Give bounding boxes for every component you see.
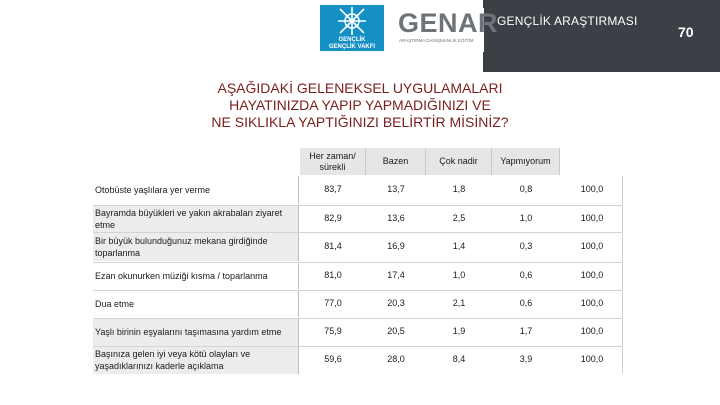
row-divider	[93, 205, 623, 206]
row-divider	[93, 318, 623, 319]
table-cell: 100,0	[580, 298, 604, 308]
column-header-sometimes: Bazen	[366, 148, 426, 175]
question-line: AŞAĞIDAKİ GELENEKSEL UYGULAMALARI	[217, 80, 503, 96]
table-cell: 100,0	[580, 326, 604, 336]
table-cell: 8,4	[452, 354, 466, 364]
table-cell: 81,4	[324, 241, 342, 251]
table-cell: 2,1	[452, 298, 466, 308]
table-cell: 13,7	[387, 184, 405, 194]
genar-logo-tagline: ARAŞTIRMA DANIŞMANLIK EĞİTİM	[399, 38, 474, 43]
foundation-logo-mark-icon	[320, 5, 384, 37]
table-cell: 100,0	[580, 213, 604, 223]
row-divider	[93, 262, 623, 263]
table-cell: 1,0	[452, 270, 466, 280]
table-cell: 20,5	[387, 326, 405, 336]
table-cell: 1,8	[452, 184, 466, 194]
table-cell: 100,0	[580, 354, 604, 364]
page-number: 70	[678, 24, 694, 40]
row-label: Başınıza gelen iyi veya kötü olayları ve yaşadıklarınızı kaderle açıklama	[93, 346, 299, 374]
row-label: Bir büyük bulunduğunuz mekana girdiğinde toparlanma	[93, 232, 299, 261]
table-cell: 75,9	[324, 326, 342, 336]
table-cell: 100,0	[580, 241, 604, 251]
table-cell: 0,6	[519, 298, 533, 308]
question-line: HAYATINIZDA YAPIP YAPMADIĞINIZI VE	[229, 97, 491, 113]
table-cell: 83,7	[324, 184, 342, 194]
row-label: Ezan okunurken müziği kısma / toparlanma	[93, 262, 299, 289]
table-cell: 1,0	[519, 213, 533, 223]
row-divider	[93, 290, 623, 291]
table-cell: 1,7	[519, 326, 533, 336]
question-line: NE SIKLIKLA YAPTIĞINIZI BELİRTİR MİSİNİZ?	[211, 114, 509, 130]
row-label: Otobüste yaşlılara yer verme	[93, 176, 299, 204]
foundation-logo-text: GENÇLİK GENÇLİK VAKFI	[328, 37, 376, 50]
genar-logo-word: GENAR	[398, 8, 499, 38]
table-cell: 0,6	[519, 270, 533, 280]
row-label: Yaşlı birinin eşyalarını taşımasına yardım etme	[93, 318, 299, 346]
table-cell: 100,0	[580, 184, 604, 194]
table-cell: 82,9	[324, 213, 342, 223]
genar-logo	[398, 8, 499, 52]
table-cell: 3,9	[519, 354, 533, 364]
table-cell: 16,9	[387, 241, 405, 251]
table-cell: 59,6	[324, 354, 342, 364]
row-divider	[93, 346, 623, 347]
table-cell: 1,4	[452, 241, 466, 251]
table-cell: 0,3	[519, 241, 533, 251]
column-header-always: Her zaman/ sürekli	[300, 148, 366, 175]
question-title	[110, 80, 610, 131]
column-header-rarely: Çok nadir	[426, 148, 492, 175]
table-cell: 0,8	[519, 184, 533, 194]
row-label: Dua etme	[93, 290, 299, 317]
row-label: Bayramda büyükleri ve yakın akrabaları ziyaret etme	[93, 205, 299, 232]
column-header-never: Yapmıyorum	[492, 148, 560, 175]
table-cell: 2,5	[452, 213, 466, 223]
table-cell: 77,0	[324, 298, 342, 308]
row-divider	[93, 232, 623, 233]
report-title: GENÇLİK ARAŞTIRMASI	[497, 14, 638, 28]
foundation-logo	[320, 5, 384, 51]
table-cell: 28,0	[387, 354, 405, 364]
table-cell: 1,9	[452, 326, 466, 336]
table-cell: 17,4	[387, 270, 405, 280]
table-cell: 13,6	[387, 213, 405, 223]
table-cell: 100,0	[580, 270, 604, 280]
table-cell: 20,3	[387, 298, 405, 308]
table-cell: 81,0	[324, 270, 342, 280]
